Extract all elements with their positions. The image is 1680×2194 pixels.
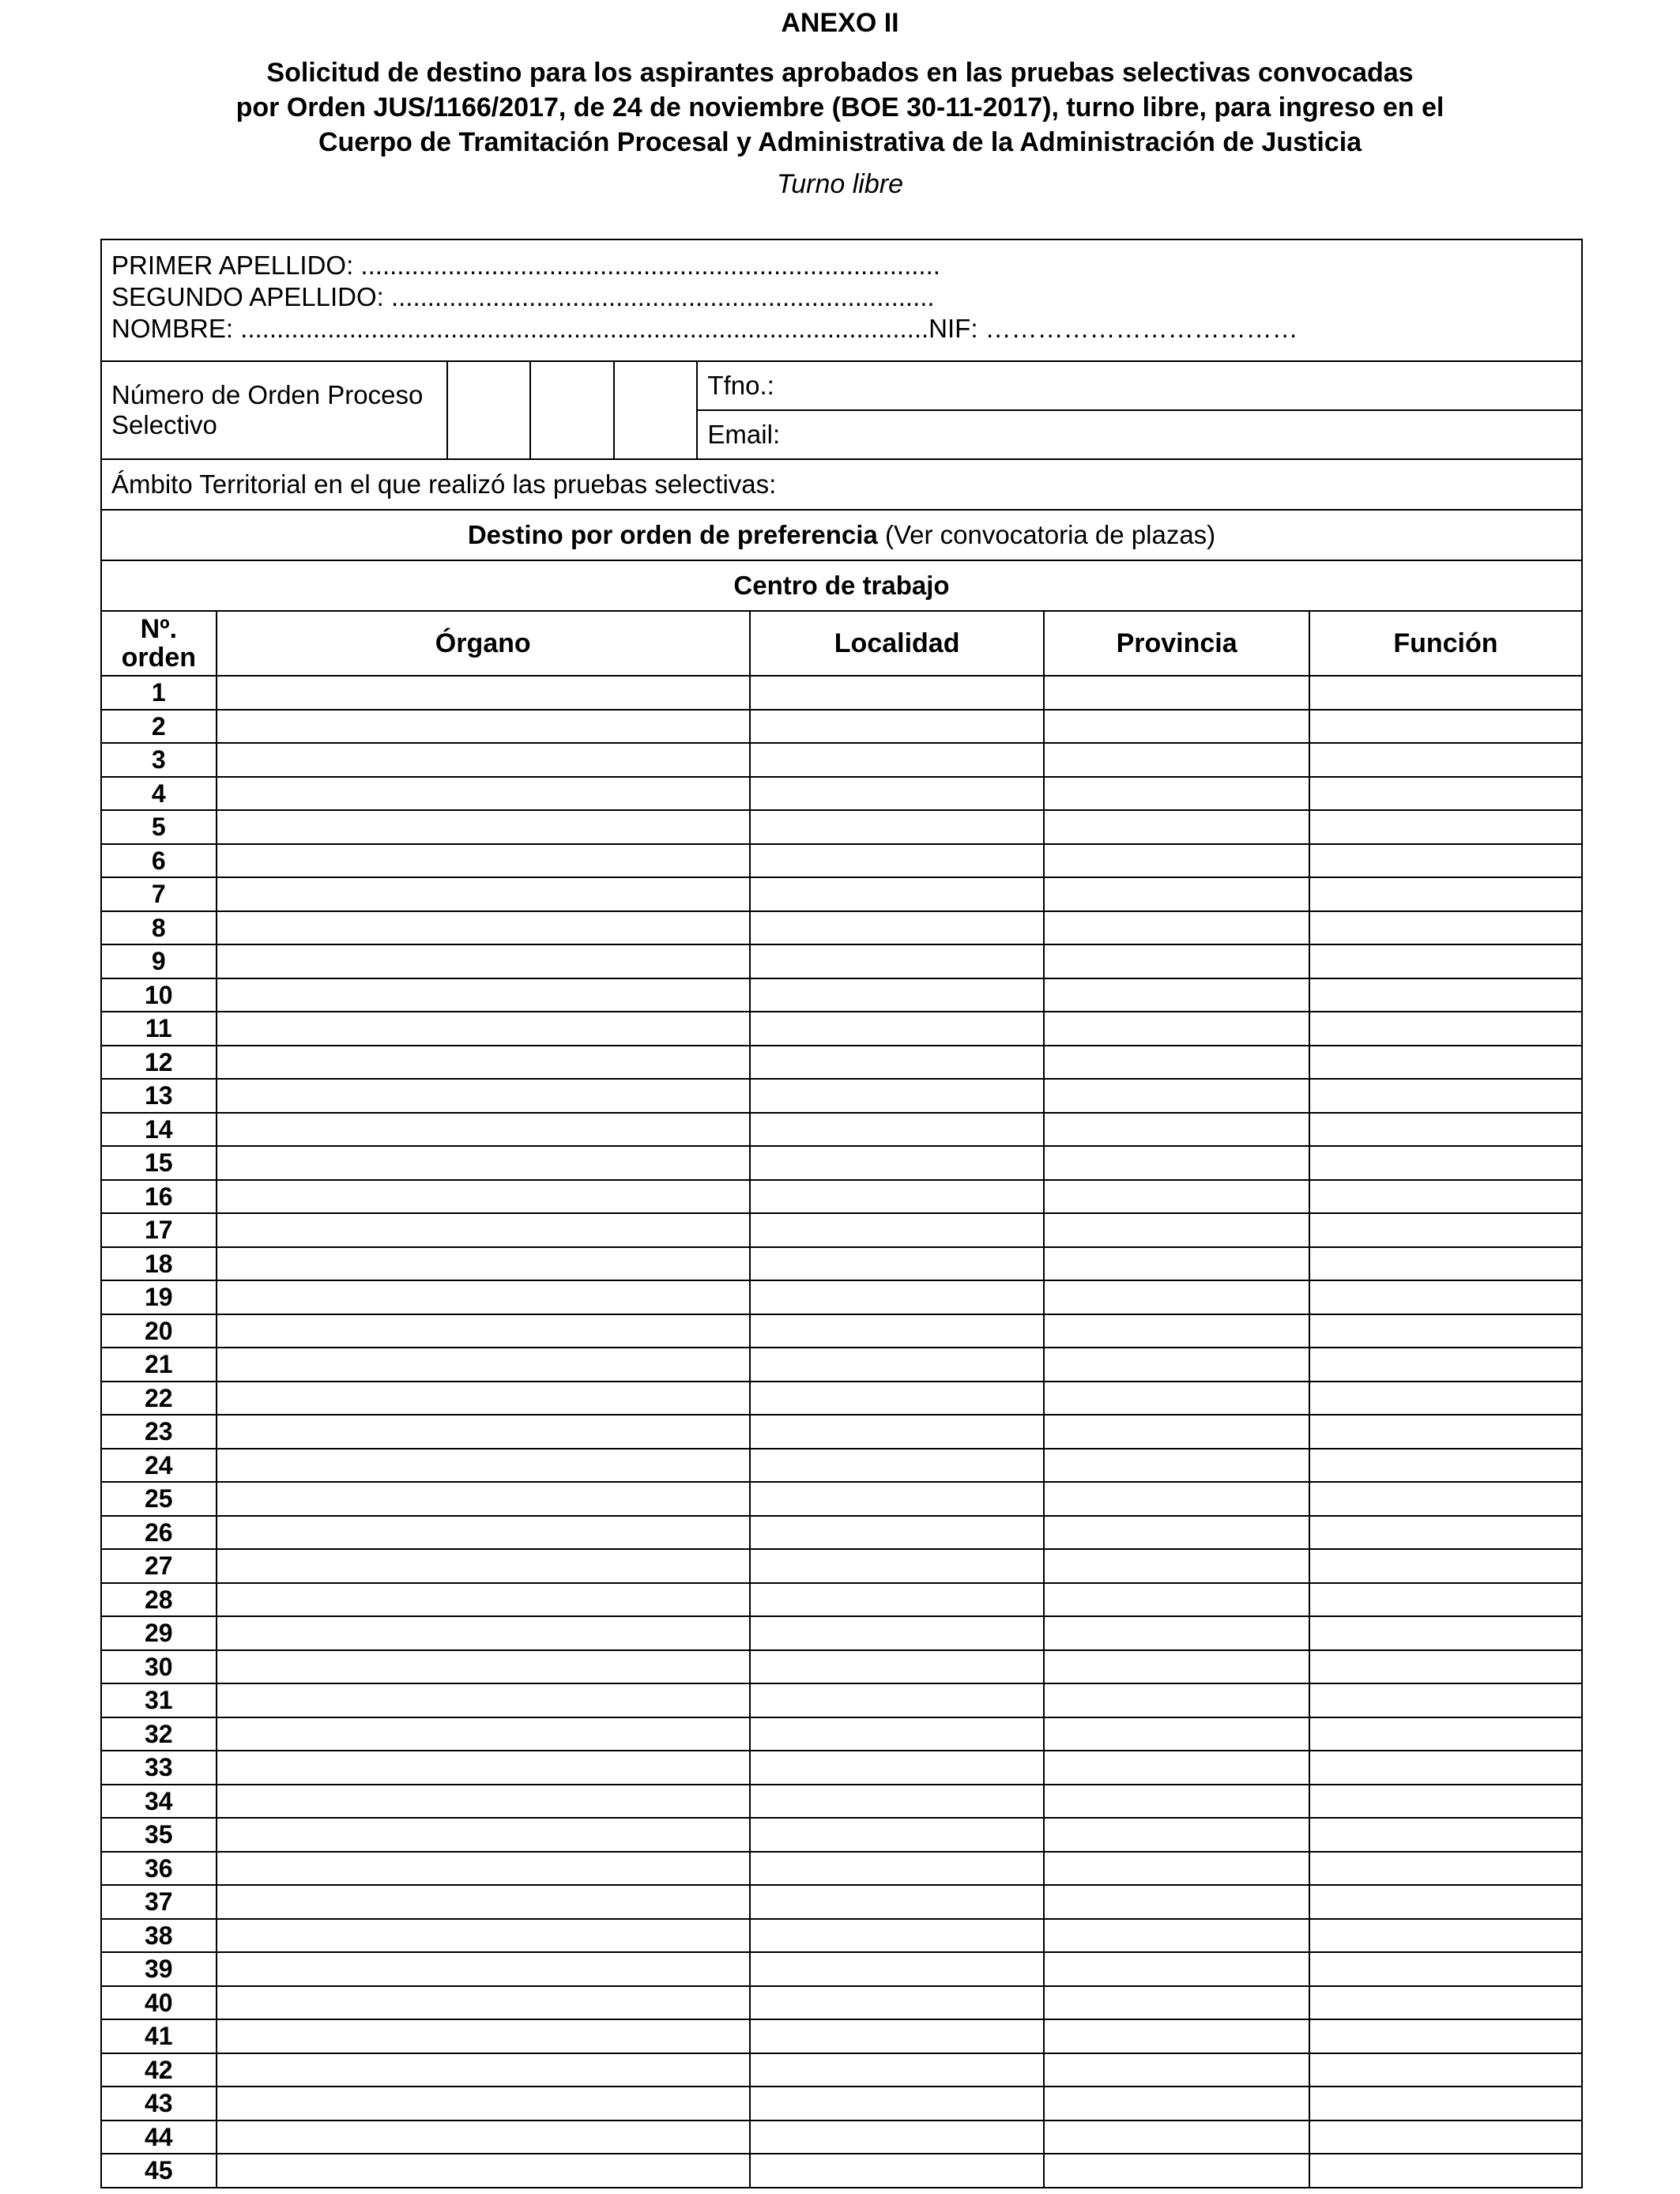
provincia-cell[interactable] xyxy=(1044,777,1309,811)
tfno-field[interactable]: Tfno.: xyxy=(697,361,1582,410)
organo-cell[interactable] xyxy=(217,1113,750,1147)
provincia-cell[interactable] xyxy=(1044,710,1309,744)
provincia-cell[interactable] xyxy=(1044,978,1309,1012)
funcion-cell[interactable] xyxy=(1309,944,1582,978)
table-row xyxy=(101,1785,1582,1819)
table-row xyxy=(101,978,1582,1012)
localidad-cell[interactable] xyxy=(750,1751,1044,1785)
row-number: 39 xyxy=(101,1952,217,1986)
funcion-cell[interactable] xyxy=(1309,1919,1582,1953)
provincia-cell[interactable] xyxy=(1044,1314,1309,1348)
localidad-cell[interactable] xyxy=(750,978,1044,1012)
destino-heading xyxy=(101,510,1582,560)
table-row xyxy=(101,1146,1582,1180)
organo-cell[interactable] xyxy=(217,1516,750,1550)
provincia-cell[interactable] xyxy=(1044,2019,1309,2053)
organo-cell[interactable] xyxy=(217,1549,750,1583)
table-row xyxy=(101,1616,1582,1650)
row-number: 12 xyxy=(101,1046,217,1080)
organo-cell[interactable] xyxy=(217,1751,750,1785)
funcion-cell[interactable] xyxy=(1309,1180,1582,1214)
row-number: 16 xyxy=(101,1180,217,1214)
localidad-cell[interactable] xyxy=(750,777,1044,811)
funcion-cell[interactable] xyxy=(1309,1113,1582,1147)
localidad-cell[interactable] xyxy=(750,1415,1044,1449)
localidad-cell[interactable] xyxy=(750,1516,1044,1550)
funcion-cell[interactable] xyxy=(1309,844,1582,878)
row-number: 33 xyxy=(101,1751,217,1785)
row-number: 13 xyxy=(101,1079,217,1113)
application-form xyxy=(100,239,1583,2188)
localidad-cell[interactable] xyxy=(750,877,1044,911)
funcion-cell[interactable] xyxy=(1309,2053,1582,2087)
organo-cell[interactable] xyxy=(217,2053,750,2087)
row-number: 30 xyxy=(101,1650,217,1684)
funcion-cell[interactable] xyxy=(1309,1650,1582,1684)
row-number: 7 xyxy=(101,877,217,911)
organo-cell[interactable] xyxy=(217,1986,750,2020)
funcion-cell[interactable] xyxy=(1309,1012,1582,1046)
title-line-3: Cuerpo de Tramitación Procesal y Administrativa de la Administración de Justicia xyxy=(318,127,1362,157)
row-number: 25 xyxy=(101,1482,217,1516)
localidad-cell[interactable] xyxy=(750,1919,1044,1953)
funcion-cell[interactable] xyxy=(1309,710,1582,744)
localidad-cell[interactable] xyxy=(750,710,1044,744)
table-row xyxy=(101,1449,1582,1483)
table-row xyxy=(101,2087,1582,2120)
localidad-cell[interactable] xyxy=(750,1382,1044,1416)
row-number: 23 xyxy=(101,1415,217,1449)
funcion-cell[interactable] xyxy=(1309,1516,1582,1550)
localidad-cell[interactable] xyxy=(750,2019,1044,2053)
provincia-cell[interactable] xyxy=(1044,1549,1309,1583)
organo-cell[interactable] xyxy=(217,1012,750,1046)
funcion-cell[interactable] xyxy=(1309,777,1582,811)
table-row xyxy=(101,1919,1582,1953)
provincia-cell[interactable] xyxy=(1044,2120,1309,2154)
organo-cell[interactable] xyxy=(217,1382,750,1416)
table-row xyxy=(101,1382,1582,1416)
table-row xyxy=(101,911,1582,945)
provincia-cell[interactable] xyxy=(1044,1751,1309,1785)
provincia-cell[interactable] xyxy=(1044,1247,1309,1281)
table-row xyxy=(101,1213,1582,1247)
localidad-cell[interactable] xyxy=(750,844,1044,878)
row-number: 27 xyxy=(101,1549,217,1583)
table-row xyxy=(101,1818,1582,1852)
localidad-cell[interactable] xyxy=(750,944,1044,978)
funcion-cell[interactable] xyxy=(1309,2120,1582,2154)
row-number: 10 xyxy=(101,978,217,1012)
localidad-cell[interactable] xyxy=(750,1012,1044,1046)
localidad-cell[interactable] xyxy=(750,2087,1044,2120)
provincia-cell[interactable] xyxy=(1044,1852,1309,1886)
organo-cell[interactable] xyxy=(217,911,750,945)
funcion-cell[interactable] xyxy=(1309,1482,1582,1516)
organo-cell[interactable] xyxy=(217,1280,750,1314)
organo-cell[interactable] xyxy=(217,1314,750,1348)
localidad-cell[interactable] xyxy=(750,2120,1044,2154)
funcion-cell[interactable] xyxy=(1309,1583,1582,1617)
organo-cell[interactable] xyxy=(217,710,750,744)
row-number: 3 xyxy=(101,743,217,777)
localidad-cell[interactable] xyxy=(750,1650,1044,1684)
funcion-cell[interactable] xyxy=(1309,1852,1582,1886)
provincia-cell[interactable] xyxy=(1044,1482,1309,1516)
funcion-cell[interactable] xyxy=(1309,810,1582,844)
row-number: 32 xyxy=(101,1717,217,1751)
row-number: 5 xyxy=(101,810,217,844)
organo-cell[interactable] xyxy=(217,810,750,844)
provincia-cell[interactable] xyxy=(1044,1919,1309,1953)
table-row xyxy=(101,1046,1582,1080)
localidad-cell[interactable] xyxy=(750,743,1044,777)
title-line-2: por Orden JUS/1166/2017, de 24 de noviembre (BOE 30-11-2017), turno libre, para ingreso en el xyxy=(235,92,1445,123)
provincia-cell[interactable] xyxy=(1044,676,1309,710)
row-number: 40 xyxy=(101,1986,217,2020)
table-row xyxy=(101,944,1582,978)
funcion-cell[interactable] xyxy=(1309,911,1582,945)
funcion-cell[interactable] xyxy=(1309,2154,1582,2188)
row-number: 19 xyxy=(101,1280,217,1314)
table-row xyxy=(101,1885,1582,1919)
row-number: 41 xyxy=(101,2019,217,2053)
funcion-cell[interactable] xyxy=(1309,1683,1582,1717)
funcion-cell[interactable] xyxy=(1309,978,1582,1012)
funcion-cell[interactable] xyxy=(1309,1348,1582,1382)
row-number: 14 xyxy=(101,1113,217,1147)
provincia-cell[interactable] xyxy=(1044,2154,1309,2188)
table-row xyxy=(101,1348,1582,1382)
organo-cell[interactable] xyxy=(217,1885,750,1919)
row-number: 1 xyxy=(101,676,217,710)
organo-cell[interactable] xyxy=(217,676,750,710)
localidad-cell[interactable] xyxy=(750,810,1044,844)
localidad-cell[interactable] xyxy=(750,676,1044,710)
localidad-cell[interactable] xyxy=(750,911,1044,945)
localidad-cell[interactable] xyxy=(750,1348,1044,1382)
provincia-cell[interactable] xyxy=(1044,743,1309,777)
centro-trabajo-heading: Centro de trabajo xyxy=(101,560,1582,611)
numero-orden-box-3[interactable] xyxy=(614,361,698,459)
funcion-cell[interactable] xyxy=(1309,1549,1582,1583)
row-number: 17 xyxy=(101,1213,217,1247)
provincia-cell[interactable] xyxy=(1044,1012,1309,1046)
provincia-cell[interactable] xyxy=(1044,1616,1309,1650)
table-row xyxy=(101,1683,1582,1717)
row-number: 21 xyxy=(101,1348,217,1382)
column-header-localidad: Localidad xyxy=(750,611,1044,676)
funcion-cell[interactable] xyxy=(1309,1213,1582,1247)
column-header-funcion: Función xyxy=(1309,611,1582,676)
localidad-cell[interactable] xyxy=(750,1247,1044,1281)
funcion-cell[interactable] xyxy=(1309,1079,1582,1113)
row-number: 24 xyxy=(101,1449,217,1483)
row-number: 8 xyxy=(101,911,217,945)
organo-cell[interactable] xyxy=(217,1415,750,1449)
table-row xyxy=(101,1482,1582,1516)
row-number: 11 xyxy=(101,1012,217,1046)
localidad-cell[interactable] xyxy=(750,1952,1044,1986)
row-number: 42 xyxy=(101,2053,217,2087)
funcion-cell[interactable] xyxy=(1309,1885,1582,1919)
table-row xyxy=(101,710,1582,744)
localidad-cell[interactable] xyxy=(750,1549,1044,1583)
localidad-cell[interactable] xyxy=(750,1280,1044,1314)
table-row xyxy=(101,2120,1582,2154)
organo-cell[interactable] xyxy=(217,1852,750,1886)
provincia-cell[interactable] xyxy=(1044,844,1309,878)
numero-orden-box-1[interactable] xyxy=(447,361,531,459)
localidad-cell[interactable] xyxy=(750,1314,1044,1348)
row-number: 2 xyxy=(101,710,217,744)
provincia-cell[interactable] xyxy=(1044,1180,1309,1214)
organo-cell[interactable] xyxy=(217,877,750,911)
funcion-cell[interactable] xyxy=(1309,2019,1582,2053)
localidad-cell[interactable] xyxy=(750,1079,1044,1113)
organo-cell[interactable] xyxy=(217,2154,750,2188)
primer-apellido-field[interactable]: PRIMER APELLIDO: ................................................................................ xyxy=(111,251,940,280)
table-row xyxy=(101,810,1582,844)
organo-cell[interactable] xyxy=(217,2120,750,2154)
table-row xyxy=(101,1180,1582,1214)
localidad-cell[interactable] xyxy=(750,1785,1044,1819)
annex-heading: ANEXO II xyxy=(781,8,899,38)
table-row xyxy=(101,1415,1582,1449)
provincia-cell[interactable] xyxy=(1044,810,1309,844)
row-number: 6 xyxy=(101,844,217,878)
table-row xyxy=(101,1650,1582,1684)
provincia-cell[interactable] xyxy=(1044,1952,1309,1986)
localidad-cell[interactable] xyxy=(750,1449,1044,1483)
localidad-cell[interactable] xyxy=(750,2154,1044,2188)
provincia-cell[interactable] xyxy=(1044,1683,1309,1717)
provincia-cell[interactable] xyxy=(1044,1415,1309,1449)
organo-cell[interactable] xyxy=(217,1616,750,1650)
funcion-cell[interactable] xyxy=(1309,1382,1582,1416)
numero-orden-label: Número de Orden Proceso Selectivo xyxy=(101,361,447,459)
funcion-cell[interactable] xyxy=(1309,1449,1582,1483)
row-number: 35 xyxy=(101,1818,217,1852)
provincia-cell[interactable] xyxy=(1044,877,1309,911)
organo-cell[interactable] xyxy=(217,777,750,811)
funcion-cell[interactable] xyxy=(1309,1818,1582,1852)
funcion-cell[interactable] xyxy=(1309,2087,1582,2120)
organo-cell[interactable] xyxy=(217,1348,750,1382)
provincia-cell[interactable] xyxy=(1044,1818,1309,1852)
provincia-cell[interactable] xyxy=(1044,1986,1309,2020)
organo-cell[interactable] xyxy=(217,1046,750,1080)
funcion-cell[interactable] xyxy=(1309,676,1582,710)
document-title xyxy=(0,55,1680,160)
organo-cell[interactable] xyxy=(217,1482,750,1516)
localidad-cell[interactable] xyxy=(750,1885,1044,1919)
row-number: 43 xyxy=(101,2087,217,2120)
table-row xyxy=(101,777,1582,811)
provincia-cell[interactable] xyxy=(1044,1280,1309,1314)
provincia-cell[interactable] xyxy=(1044,1449,1309,1483)
row-number: 28 xyxy=(101,1583,217,1617)
localidad-cell[interactable] xyxy=(750,1113,1044,1147)
provincia-cell[interactable] xyxy=(1044,1516,1309,1550)
organo-cell[interactable] xyxy=(217,743,750,777)
organo-cell[interactable] xyxy=(217,1717,750,1751)
funcion-cell[interactable] xyxy=(1309,1314,1582,1348)
organo-cell[interactable] xyxy=(217,1650,750,1684)
table-row xyxy=(101,1852,1582,1886)
funcion-cell[interactable] xyxy=(1309,1751,1582,1785)
provincia-cell[interactable] xyxy=(1044,1146,1309,1180)
funcion-cell[interactable] xyxy=(1309,1415,1582,1449)
localidad-cell[interactable] xyxy=(750,1482,1044,1516)
funcion-cell[interactable] xyxy=(1309,1785,1582,1819)
table-row xyxy=(101,1952,1582,1986)
localidad-cell[interactable] xyxy=(750,1146,1044,1180)
organo-cell[interactable] xyxy=(217,1247,750,1281)
table-row xyxy=(101,1314,1582,1348)
table-row xyxy=(101,1751,1582,1785)
table-row xyxy=(101,1583,1582,1617)
funcion-cell[interactable] xyxy=(1309,877,1582,911)
row-number: 9 xyxy=(101,944,217,978)
provincia-cell[interactable] xyxy=(1044,1046,1309,1080)
provincia-cell[interactable] xyxy=(1044,1348,1309,1382)
organo-cell[interactable] xyxy=(217,1146,750,1180)
table-row xyxy=(101,676,1582,710)
localidad-cell[interactable] xyxy=(750,1986,1044,2020)
segundo-apellido-field[interactable]: SEGUNDO APELLIDO: ........................................................................... xyxy=(111,282,935,311)
organo-cell[interactable] xyxy=(217,1449,750,1483)
organo-cell[interactable] xyxy=(217,1583,750,1617)
table-row xyxy=(101,1113,1582,1147)
table-row xyxy=(101,1079,1582,1113)
title-line-1: Solicitud de destino para los aspirantes aprobados en las pruebas selectivas convocadas xyxy=(266,58,1414,88)
organo-cell[interactable] xyxy=(217,1785,750,1819)
organo-cell[interactable] xyxy=(217,978,750,1012)
provincia-cell[interactable] xyxy=(1044,1079,1309,1113)
table-row xyxy=(101,2154,1582,2188)
table-row xyxy=(101,1012,1582,1046)
column-header-organo: Órgano xyxy=(217,611,750,676)
column-header-numero-orden: Nº. orden xyxy=(101,611,217,676)
localidad-cell[interactable] xyxy=(750,1852,1044,1886)
row-number: 4 xyxy=(101,777,217,811)
table-row xyxy=(101,844,1582,878)
organo-cell[interactable] xyxy=(217,2087,750,2120)
provincia-cell[interactable] xyxy=(1044,1583,1309,1617)
row-number: 37 xyxy=(101,1885,217,1919)
provincia-cell[interactable] xyxy=(1044,1785,1309,1819)
row-number: 22 xyxy=(101,1382,217,1416)
provincia-cell[interactable] xyxy=(1044,1650,1309,1684)
organo-cell[interactable] xyxy=(217,1180,750,1214)
localidad-cell[interactable] xyxy=(750,2053,1044,2087)
provincia-cell[interactable] xyxy=(1044,944,1309,978)
ambito-territorial-field[interactable]: Ámbito Territorial en el que realizó las pruebas selectivas: xyxy=(101,459,1582,510)
nombre-nif-field[interactable]: NOMBRE: ...............................................................................................NIF: ……………………………… xyxy=(111,314,1298,343)
table-row xyxy=(101,1516,1582,1550)
destino-heading-bold: Destino por orden de preferencia xyxy=(467,520,878,549)
localidad-cell[interactable] xyxy=(750,1180,1044,1214)
organo-cell[interactable] xyxy=(217,1213,750,1247)
provincia-cell[interactable] xyxy=(1044,1717,1309,1751)
localidad-cell[interactable] xyxy=(750,1583,1044,1617)
localidad-cell[interactable] xyxy=(750,1616,1044,1650)
document-subtitle: Turno libre xyxy=(777,169,903,199)
organo-cell[interactable] xyxy=(217,1952,750,1986)
funcion-cell[interactable] xyxy=(1309,1280,1582,1314)
localidad-cell[interactable] xyxy=(750,1717,1044,1751)
funcion-cell[interactable] xyxy=(1309,1046,1582,1080)
personal-data-section xyxy=(101,239,1582,361)
organo-cell[interactable] xyxy=(217,1919,750,1953)
row-number: 36 xyxy=(101,1852,217,1886)
provincia-cell[interactable] xyxy=(1044,1213,1309,1247)
funcion-cell[interactable] xyxy=(1309,1952,1582,1986)
row-number: 45 xyxy=(101,2154,217,2188)
funcion-cell[interactable] xyxy=(1309,1986,1582,2020)
table-row xyxy=(101,2053,1582,2087)
funcion-cell[interactable] xyxy=(1309,743,1582,777)
funcion-cell[interactable] xyxy=(1309,1146,1582,1180)
row-number: 44 xyxy=(101,2120,217,2154)
row-number: 31 xyxy=(101,1683,217,1717)
numero-orden-box-2[interactable] xyxy=(530,361,614,459)
organo-cell[interactable] xyxy=(217,1683,750,1717)
table-row xyxy=(101,1717,1582,1751)
row-number: 29 xyxy=(101,1616,217,1650)
funcion-cell[interactable] xyxy=(1309,1717,1582,1751)
localidad-cell[interactable] xyxy=(750,1046,1044,1080)
row-number: 38 xyxy=(101,1919,217,1953)
provincia-cell[interactable] xyxy=(1044,911,1309,945)
email-field[interactable]: Email: xyxy=(697,410,1582,459)
organo-cell[interactable] xyxy=(217,1079,750,1113)
table-row xyxy=(101,1549,1582,1583)
provincia-cell[interactable] xyxy=(1044,1382,1309,1416)
table-row xyxy=(101,1247,1582,1281)
row-number: 18 xyxy=(101,1247,217,1281)
table-row xyxy=(101,1986,1582,2020)
table-row xyxy=(101,877,1582,911)
provincia-cell[interactable] xyxy=(1044,1113,1309,1147)
organo-cell[interactable] xyxy=(217,844,750,878)
funcion-cell[interactable] xyxy=(1309,1616,1582,1650)
table-row xyxy=(101,1280,1582,1314)
provincia-cell[interactable] xyxy=(1044,1885,1309,1919)
organo-cell[interactable] xyxy=(217,944,750,978)
table-row xyxy=(101,2019,1582,2053)
funcion-cell[interactable] xyxy=(1309,1247,1582,1281)
provincia-cell[interactable] xyxy=(1044,2087,1309,2120)
organo-cell[interactable] xyxy=(217,1818,750,1852)
row-number: 20 xyxy=(101,1314,217,1348)
organo-cell[interactable] xyxy=(217,2019,750,2053)
column-header-provincia: Provincia xyxy=(1044,611,1309,676)
provincia-cell[interactable] xyxy=(1044,2053,1309,2087)
localidad-cell[interactable] xyxy=(750,1683,1044,1717)
localidad-cell[interactable] xyxy=(750,1213,1044,1247)
row-number: 34 xyxy=(101,1785,217,1819)
row-number: 15 xyxy=(101,1146,217,1180)
row-number: 26 xyxy=(101,1516,217,1550)
table-row xyxy=(101,743,1582,777)
localidad-cell[interactable] xyxy=(750,1818,1044,1852)
destino-heading-note: (Ver convocatoria de plazas) xyxy=(877,520,1216,549)
